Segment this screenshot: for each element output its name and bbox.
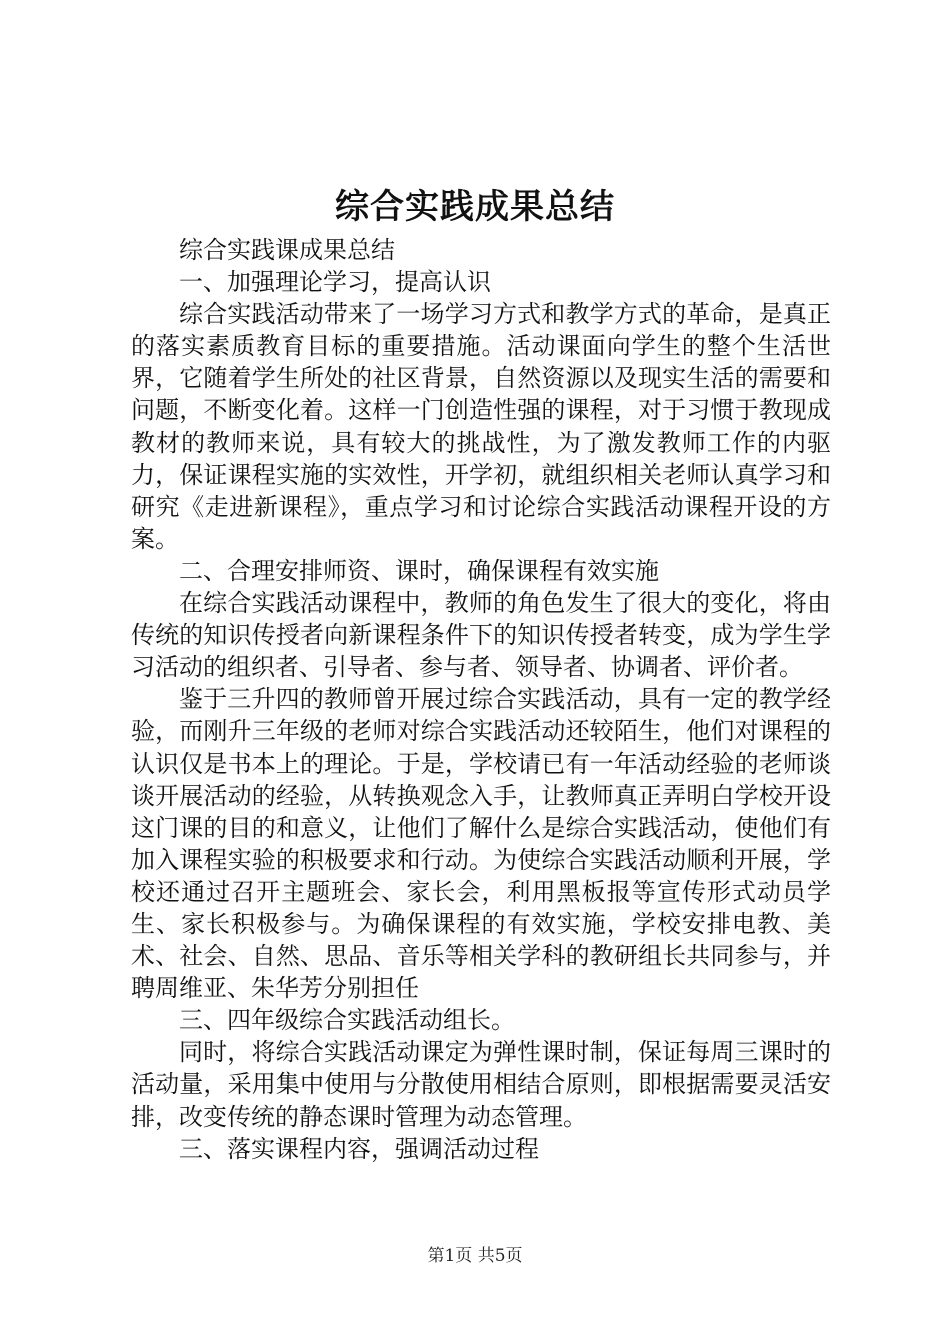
paragraph: 综合实践活动带来了一场学习方式和教学方式的革命，是真正的落实素质教育目标的重要措施。活动课面向学生的整个生活世界，它随着学生所处的社区背景，自然资源以及现实生活的需要和问题，不断变化着。这样一门创造性强的课程，对于习惯于教现成教材的教师来说，具有较大的挑战性，为了激发教师工作的内驱力，保证课程实施的实效性，开学初，就组织相关老师认真学习和研究《走进新课程》，重点学习和讨论综合实践活动课程开设的方案。 (131, 300, 831, 553)
paragraph: 在综合实践活动课程中，教师的角色发生了很大的变化，将由传统的知识传授者向新课程条件下的知识传授者转变，成为学生学习活动的组织者、引导者、参与者、领导者、协调者、评价者。 (131, 589, 831, 682)
paragraph-heading-3: 三、四年级综合实践活动组长。 (179, 1006, 515, 1035)
document-title: 综合实践成果总结 (335, 187, 615, 227)
paragraph: 鉴于三升四的教师曾开展过综合实践活动，具有一定的教学经验，而刚升三年级的老师对综合实践活动还较陌生，他们对课程的认识仅是书本上的理论。于是，学校请已有一年活动经验的老师谈谈开展活动的经验，从转换观念入手，让教师真正弄明白学校开设这门课的目的和意义，让他们了解什么是综合实践活动，使他们有加入课程实验的积极要求和行动。为使综合实践活动顺利开展，学校还通过召开主题班会、家长会，利用黑板报等宣传形式动员学生、家长积极参与。为确保课程的有效实施，学校安排电教、美术、社会、自然、思品、音乐等相关学科的教研组长共同参与，并聘周维亚、朱华芳分别担任 (131, 685, 831, 1003)
paragraph: 同时，将综合实践活动课定为弹性课时制，保证每周三课时的活动量，采用集中使用与分散使用相结合原则，即根据需要灵活安排，改变传统的静态课时管理为动态管理。 (131, 1038, 831, 1131)
paragraph-subtitle: 综合实践课成果总结 (179, 236, 395, 264)
paragraph-heading-2: 二、合理安排师资、课时，确保课程有效实施 (179, 556, 659, 585)
document-body (131, 234, 831, 1165)
paragraph-heading-4: 三、落实课程内容，强调活动过程 (179, 1134, 539, 1163)
page-footer: 第1页 共5页 (427, 1246, 523, 1266)
paragraph-heading-1: 一、加强理论学习，提高认识 (179, 268, 491, 297)
